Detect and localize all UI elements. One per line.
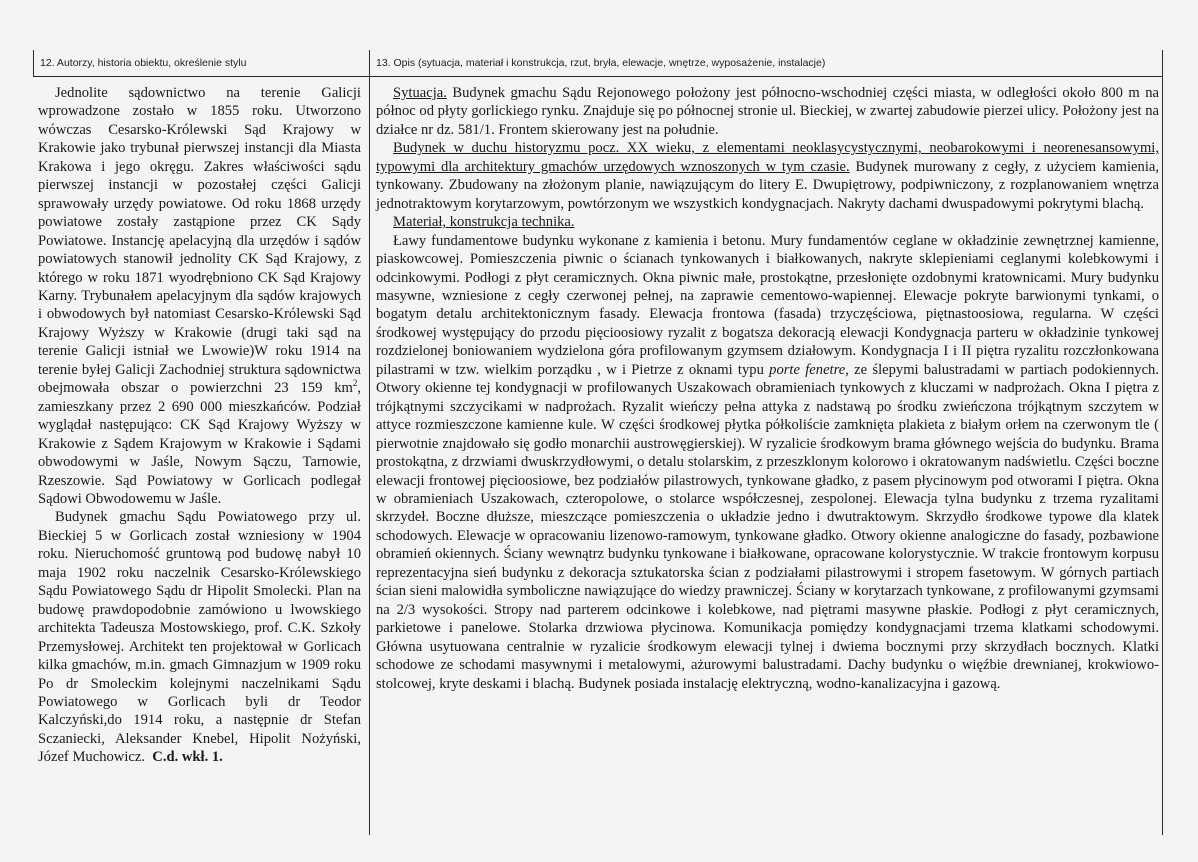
- material-text-b: , ze ślepymi balustradami w partiach podokiennych. Otwory okienne tej kondygnacji w profilowanych Uszakowach obramieniach tynkowych z kluczami w nadprożach. Okna I piętra z trójkątnymi szczycikami w nadprożach. Ryzalit wieńczy pełna attyka z nadstawą po środku zwieńczona trójkątnym szczytem w attyce rozmieszczone kamienne kule. W części środkowej płytka półkoliście zamknięta plakieta z białym orłem na czerwonym tle ( pierwotnie znajdowało się godło monarchii austrowęgierskiej). W ryzalicie środkowym brama głównego wejścia do budynku. Brama prostokątna, z drzwiami dwuskrzydłowymi, o detalu stolarskim, z przeszklonym kolorowo i okratowanym nadświetlu. Części boczne elewacji frontowej pięcioosiowe, bez podziałów pilastrowych, tynkowane gładko, z pasem płycinowym pod otworami I piętra. Okna w obramieniach Uszakowach, czteropolowe, o stolarce współczesnej, zespolonej. Elewacja tylna budynku z trzema ryzalitami skrzydeł. Boczne dłuższe, mieszczące pomieszczenia o układzie jedno i dwutraktowym. Skrzydło środkowe typowe dla klatek schodowych. Elewacje w opracowaniu lizenowo-ramowym, tynkowane gładko. Otwory okienne analogiczne do fasady, pozbawione obramień okiennych. Ściany wewnątrz budynku tynkowane i białkowane, opracowane kolorystycznie. W trakcie frontowym korpusu reprezentacyjna sień budynku z dekoracja sztukatorska ścian z podziałami pilastrowymi i stropem fasetowym. W górnych partiach ścian sieni malowidła symboliczne nawiązujące do wiedzy prawniczej. Ściany w korytarzach tynkowane, z profilowanymi gzymsami na 2/3 wysokości. Stropy nad parterem odcinkowe i kolebkowe, nad piętrami masywne płaskie. Podłogi z płyt ceramicznych, parkietowe i panelowe. Stolarka drzwiowa płycinowa. Komunikacja pomiędzy kondygnacjami trzema klatkami schodowymi. Główna usytuowana centralnie w ryzalicie środkowym elewacji tylnej i dwiema bocznymi przy skrzydłach bocznych. Klatki schodowe ze schodami masywnymi i metalowymi, ażurowymi balustradami. Dachy budynku o więźbie drewnianej, krokwiowo-stolcowej, kryte deskami i blachą. Budynek posiada instalację elektryczną, wodno-kanalizacyjna i gazową.: [376, 361, 1159, 692]
- left-margin-line: [33, 50, 34, 76]
- material-text-a: Ławy fundamentowe budynku wykonane z kamienia i betonu. Mury fundamentów ceglane w okładzinie zewnętrznej kamienne, piaskowcowej. Pomieszczenia piwnic o ścianach tynkowanych i białkowanych, nakryte sklepieniami ceglanymi kolebkowymi i odcinkowymi. Podłogi z płyt ceramicznych. Okna piwnic małe, prostokątne, przesłonięte ozdobnymi kratownicami. Mury budynku masywne, wzniesione z cegły czerwonej pełnej, na zaprawie cementowo-wapiennej. Elewacje pokryte barwionymi tynkami, o bogatym detalu architektonicznym fasady. Elewacja frontowa (fasada) trzyczęściowa, piętnastoosiowa, regularna. W części środkowej występujący do przodu pięcioosiowy ryzalit z bogatsza dekoracją elewacji Kondygnacja parteru w okładzinie tynkowej rozdzielonej boniowaniem wydzielona góra profilowanym gzymsem działowym. Kondygnacja I i II piętra ryzalitu rozczłonkowana pilastrami w tzw. wielkim porządku , w i Pietrze z oknami typu: [376, 232, 1159, 378]
- right-column-header: 13. Opis (sytuacja, materiał i konstrukcja, rzut, bryła, elewacje, wnętrze, wyposażenie, instalacje): [376, 57, 826, 69]
- header-rule: [33, 76, 1162, 77]
- situation-text: Budynek gmachu Sądu Rejonowego położony jest północno-wschodniej części miasta, w odległości około 800 m na północ od płyty gorlickiego rynku. Znajduje się po północnej stronie ul. Bieckiej, w zwartej zabudowie pierzei ulicy. Położony jest na działce nr dz. 581/1. Frontem skierowany jest na południe.: [376, 85, 1159, 138]
- description-column: [376, 84, 1159, 693]
- history-text-1: Jednolite sądownictwo na terenie Galicji wprowadzone zostało w 1855 roku. Utworzono wówczas Cesarsko-Królewski Sąd Krajowy w Krakowie jako trybunał pierwszej instancji dla Miasta Krakowa i jego okręgu. Zakres właściwości sądu pierwszej instancji w pozostałej części Galicji sprawowały urzędy powiatowe. Od roku 1868 urzędy powiatowe zostały zastąpione przez CK Sądy Powiatowe. Instancję apelacyjną dla urzędów i sądów powiatowych stanowił jednolity CK Sąd Krajowy, z którego w roku 1871 wyodrębniono CK Sąd Krajowy Karny. Trybunałem apelacyjnym dla sądów krajowych i obwodowych był natomiast Cesarsko-Królewski Sąd Krajowy Wyższy w Krakowie (drugi taki sąd na terenie Galicji istniał we Lwowie)W roku 1914 na terenie byłej Galicji Zachodniej struktura sądownictwa obejmowała obszar o powierzchni 23 159 km: [38, 85, 361, 397]
- style-heading: Budynek w duchu historyzmu pocz. XX wieku, z elementami neoklasycystycznymi, neobarokowymi i neorenesansowymi, typowymi dla architektury gmachów urzędowych wznoszonych w tym czasie.: [376, 140, 1159, 175]
- material-heading-paragraph: [376, 213, 1159, 231]
- history-column: [38, 84, 361, 767]
- history-text-1-tail: , zamieszkany przez 2 690 000 mieszkańców. Podział wyglądał następująco: CK Sąd Krajowy Wyższy w Krakowie z Sądem Krajowym w Krakowie i Sądami obwodowymi w Jaśle, Nowym Sączu, Tarnowie, Rzeszowie. Sąd Powiatowy w Gorlicach podlegał Sądowi Obwodowemu w Jaśle.: [38, 380, 361, 507]
- situation-heading: Sytuacja.: [393, 85, 447, 101]
- situation-paragraph: [376, 84, 1159, 139]
- continuation-note: C.d. wkł. 1.: [152, 749, 223, 766]
- material-paragraph: [376, 232, 1159, 693]
- style-paragraph: [376, 139, 1159, 213]
- left-column-header: 12. Autorzy, historia obiektu, określenie stylu: [40, 57, 247, 69]
- column-divider: [369, 50, 370, 835]
- km-superscript: 2: [352, 378, 358, 389]
- history-paragraph-1: [38, 84, 361, 508]
- style-text: Budynek murowany z cegły, z użyciem kamienia, tynkowany. Zbudowany na złożonym planie, nawiązującym do litery E. Dwupiętrowy, podpiwniczony, z rozplanowaniem wnętrza jednotraktowym korytarzowym, powtórzonym we wszystkich kondygnacjach. Nakryty dachami dwuspadowymi pokrytymi blachą.: [376, 158, 1159, 212]
- right-border-line: [1162, 50, 1163, 835]
- history-paragraph-2: [38, 508, 361, 766]
- porte-fenetre-term: porte fenetre: [769, 361, 846, 378]
- history-text-2: Budynek gmachu Sądu Powiatowego przy ul. Bieckiej 5 w Gorlicach został wzniesiony w 1904 roku. Nieruchomość gruntową pod budowę nabył 10 maja 1902 roku naczelnik Cesarsko-Królewskiego Sądu Powiatowego Sądu dr Hipolit Smolecki. Plan na budowę prawdopodobnie zamówiono u lwowskiego architekta Tadeusza Mostowskiego, prof. C.K. Szkoły Przemysłowej. Architekt ten projektował w Gorlicach kilka gmachów, m.in. gmach Gimnazjum w 1909 roku Po dr Smoleckim kolejnymi naczelnikami Sądu Powiatowego w Gorlicach byli dr Teodor Kalczyński,do 1914 roku, a następnie dr Stefan Sczaniecki, Aleksander Knebel, Hipolit Nożyński, Józef Muchowicz.: [38, 509, 361, 766]
- material-heading: Materiał, konstrukcja technika.: [393, 214, 575, 231]
